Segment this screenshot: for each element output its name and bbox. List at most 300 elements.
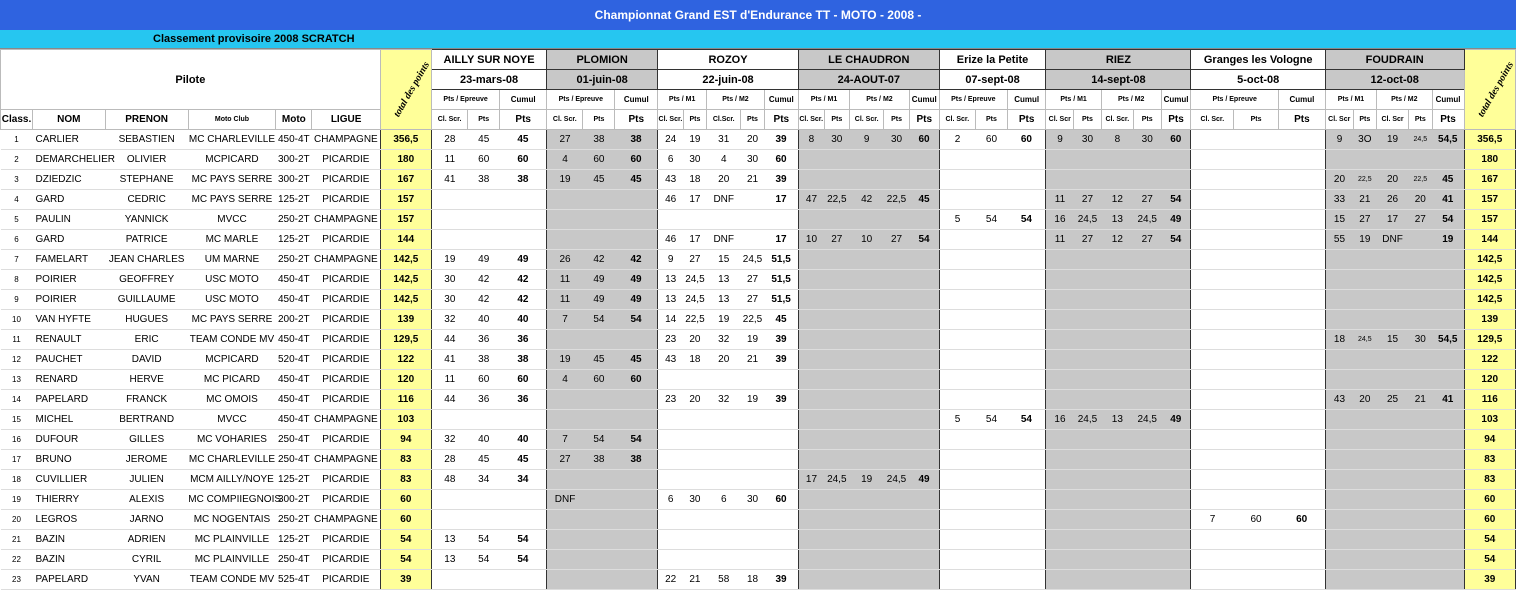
- prenom-cell: OLIVIER: [105, 150, 188, 170]
- score-cell: [1007, 390, 1045, 410]
- score-cell: 54: [468, 530, 500, 550]
- table-row: [1, 150, 1516, 170]
- score-cell: [583, 530, 615, 550]
- score-cell: [1377, 410, 1409, 430]
- score-cell: [764, 550, 798, 570]
- score-cell: [1278, 210, 1325, 230]
- score-cell: [909, 210, 939, 230]
- score-cell: [1101, 490, 1133, 510]
- score-cell: 42: [500, 290, 547, 310]
- score-cell: [939, 330, 975, 350]
- score-cell: [1101, 150, 1133, 170]
- score-cell: [1377, 350, 1409, 370]
- score-cell: 54: [1432, 210, 1464, 230]
- ligue-cell: PICARDIE: [312, 290, 380, 310]
- moto-cell: 250-2T: [276, 250, 312, 270]
- score-cell: 18: [741, 570, 764, 590]
- column-header: Pts: [500, 110, 547, 130]
- score-cell: [1074, 290, 1102, 310]
- score-cell: [909, 330, 939, 350]
- score-cell: [1007, 290, 1045, 310]
- total-cell: 157: [380, 210, 431, 230]
- score-cell: [658, 430, 684, 450]
- score-cell: [500, 570, 547, 590]
- score-cell: [1191, 290, 1234, 310]
- score-cell: [1432, 310, 1464, 330]
- event-name: FOUDRAIN: [1325, 50, 1464, 70]
- score-cell: 49: [500, 250, 547, 270]
- score-cell: 38: [468, 350, 500, 370]
- score-cell: [1409, 450, 1432, 470]
- score-cell: 43: [658, 170, 684, 190]
- score-cell: 23: [658, 330, 684, 350]
- score-cell: 19: [683, 130, 706, 150]
- club-cell: MC PLAINVILLE: [188, 530, 275, 550]
- score-cell: [909, 490, 939, 510]
- prenom-cell: FRANCK: [105, 390, 188, 410]
- rank-cell: 8: [1, 270, 33, 290]
- score-cell: 13: [431, 550, 467, 570]
- club-cell: MC PLAINVILLE: [188, 550, 275, 570]
- score-cell: [1046, 250, 1074, 270]
- event-sub: Pts / Epreuve: [431, 90, 499, 110]
- score-cell: 22,5: [1409, 170, 1432, 190]
- score-cell: [583, 410, 615, 430]
- score-cell: [1074, 250, 1102, 270]
- nom-cell: GARD: [33, 190, 106, 210]
- score-cell: [1161, 490, 1191, 510]
- score-cell: [500, 510, 547, 530]
- score-cell: [1353, 370, 1376, 390]
- total-header-right: [1464, 50, 1515, 130]
- score-cell: 54: [583, 310, 615, 330]
- score-cell: [909, 350, 939, 370]
- club-cell: MCPICARD: [188, 350, 275, 370]
- score-cell: [741, 430, 764, 450]
- nom-cell: POIRIER: [33, 270, 106, 290]
- ligue-cell: CHAMPAGNE: [312, 510, 380, 530]
- total-cell: 60: [380, 510, 431, 530]
- column-header: Pts: [1161, 110, 1191, 130]
- score-cell: 51,5: [764, 290, 798, 310]
- event-sub: Pts / M2: [850, 90, 910, 110]
- ligue-cell: CHAMPAGNE: [312, 250, 380, 270]
- score-cell: [683, 430, 706, 450]
- score-cell: 60: [615, 370, 658, 390]
- score-cell: [824, 410, 850, 430]
- score-cell: [798, 530, 824, 550]
- score-cell: 39: [764, 170, 798, 190]
- score-cell: [884, 410, 910, 430]
- column-header: Pts: [1133, 110, 1161, 130]
- total-cell: 103: [380, 410, 431, 430]
- score-cell: [1046, 350, 1074, 370]
- score-cell: [468, 490, 500, 510]
- score-cell: [975, 190, 1007, 210]
- score-cell: 19: [741, 390, 764, 410]
- total-cell: 94: [1464, 430, 1515, 450]
- score-cell: [615, 390, 658, 410]
- score-cell: [1377, 370, 1409, 390]
- score-cell: [615, 550, 658, 570]
- score-cell: [1234, 470, 1279, 490]
- score-cell: [1409, 430, 1432, 450]
- total-cell: 120: [380, 370, 431, 390]
- score-cell: [1007, 570, 1045, 590]
- nom-cell: RENAULT: [33, 330, 106, 350]
- score-cell: [547, 330, 583, 350]
- score-cell: [1046, 470, 1074, 490]
- score-cell: 24,5: [1133, 410, 1161, 430]
- sheet-title: Championnat Grand EST d'Endurance TT - MOTO - 2008 -: [0, 0, 1516, 30]
- score-cell: 60: [1234, 510, 1279, 530]
- total-cell: 54: [1464, 550, 1515, 570]
- score-cell: [431, 510, 467, 530]
- table-row: [1, 410, 1516, 430]
- score-cell: [1353, 490, 1376, 510]
- score-cell: [884, 150, 910, 170]
- score-cell: 24,5: [1074, 210, 1102, 230]
- score-cell: 21: [741, 170, 764, 190]
- ligue-cell: PICARDIE: [312, 390, 380, 410]
- score-cell: [1278, 310, 1325, 330]
- score-cell: [1409, 470, 1432, 490]
- score-cell: [850, 290, 884, 310]
- score-cell: 24,5: [1133, 210, 1161, 230]
- nom-cell: DEMARCHELIER: [33, 150, 106, 170]
- total-cell: 83: [1464, 450, 1515, 470]
- column-header: Pts: [741, 110, 764, 130]
- ligue-cell: PICARDIE: [312, 150, 380, 170]
- score-cell: 45: [468, 130, 500, 150]
- prenom-cell: ALEXIS: [105, 490, 188, 510]
- score-cell: 40: [468, 310, 500, 330]
- score-cell: 10: [798, 230, 824, 250]
- score-cell: [824, 510, 850, 530]
- score-cell: [547, 570, 583, 590]
- prenom-cell: SEBASTIEN: [105, 130, 188, 150]
- score-cell: 30: [431, 290, 467, 310]
- score-cell: [1278, 250, 1325, 270]
- score-cell: [1353, 510, 1376, 530]
- score-cell: 42: [468, 290, 500, 310]
- score-cell: [1278, 390, 1325, 410]
- score-cell: [850, 430, 884, 450]
- score-cell: [583, 230, 615, 250]
- score-cell: [824, 250, 850, 270]
- score-cell: [1325, 470, 1353, 490]
- score-cell: 11: [1046, 230, 1074, 250]
- event-sub: Cumul: [1278, 90, 1325, 110]
- score-cell: [1432, 530, 1464, 550]
- score-cell: 13: [1101, 210, 1133, 230]
- pilote-header: Pilote: [1, 50, 381, 110]
- prenom-cell: STEPHANE: [105, 170, 188, 190]
- total-cell: 60: [380, 490, 431, 510]
- score-cell: [1325, 150, 1353, 170]
- score-cell: 44: [431, 330, 467, 350]
- score-cell: [1353, 470, 1376, 490]
- score-cell: 14: [658, 310, 684, 330]
- event-sub: Pts / Epreuve: [1191, 90, 1278, 110]
- score-cell: 21: [1409, 390, 1432, 410]
- score-cell: [884, 430, 910, 450]
- score-cell: [884, 570, 910, 590]
- score-cell: DNF: [1377, 230, 1409, 250]
- score-cell: [798, 250, 824, 270]
- score-cell: [1353, 430, 1376, 450]
- score-cell: 60: [500, 370, 547, 390]
- score-cell: [1133, 530, 1161, 550]
- event-sub: Pts / M2: [1377, 90, 1432, 110]
- ligue-cell: PICARDIE: [312, 430, 380, 450]
- score-cell: [1161, 270, 1191, 290]
- score-cell: 49: [1161, 410, 1191, 430]
- score-cell: [1377, 510, 1409, 530]
- score-cell: [1432, 450, 1464, 470]
- total-cell: 356,5: [1464, 130, 1515, 150]
- score-cell: 36: [500, 390, 547, 410]
- score-cell: [1377, 250, 1409, 270]
- prenom-cell: ADRIEN: [105, 530, 188, 550]
- score-cell: [583, 390, 615, 410]
- score-cell: [1353, 350, 1376, 370]
- score-cell: 60: [583, 370, 615, 390]
- score-cell: [707, 550, 741, 570]
- score-cell: [1161, 150, 1191, 170]
- table-row: [1, 190, 1516, 210]
- score-cell: [1377, 270, 1409, 290]
- score-cell: [547, 210, 583, 230]
- rank-cell: 4: [1, 190, 33, 210]
- score-cell: 13: [1101, 410, 1133, 430]
- score-cell: [1133, 430, 1161, 450]
- column-header: Pts: [824, 110, 850, 130]
- column-header: Pts: [683, 110, 706, 130]
- score-cell: 20: [1377, 170, 1409, 190]
- event-name: PLOMION: [547, 50, 658, 70]
- score-cell: [1377, 530, 1409, 550]
- score-cell: [1074, 550, 1102, 570]
- event-date: 23-mars-08: [431, 70, 546, 90]
- score-cell: [683, 370, 706, 390]
- prenom-cell: YANNICK: [105, 210, 188, 230]
- score-cell: 41: [431, 350, 467, 370]
- total-cell: 120: [1464, 370, 1515, 390]
- score-cell: 32: [431, 310, 467, 330]
- column-header: Cl. Scr.: [939, 110, 975, 130]
- score-cell: [683, 530, 706, 550]
- score-cell: [1101, 370, 1133, 390]
- score-cell: [798, 410, 824, 430]
- score-cell: 60: [500, 150, 547, 170]
- score-cell: 19: [1353, 230, 1376, 250]
- score-cell: 20: [707, 170, 741, 190]
- table-row: [1, 450, 1516, 470]
- score-cell: [1234, 170, 1279, 190]
- prenom-cell: JEROME: [105, 450, 188, 470]
- score-cell: [975, 470, 1007, 490]
- score-cell: [500, 210, 547, 230]
- score-cell: [1325, 430, 1353, 450]
- score-cell: [658, 450, 684, 470]
- total-header-left: [380, 50, 431, 130]
- score-cell: [939, 290, 975, 310]
- total-cell: 122: [380, 350, 431, 370]
- score-cell: [1432, 150, 1464, 170]
- score-cell: [1191, 350, 1234, 370]
- score-cell: [824, 290, 850, 310]
- score-cell: [1101, 430, 1133, 450]
- score-cell: 54: [1007, 410, 1045, 430]
- score-cell: [547, 550, 583, 570]
- score-cell: [741, 550, 764, 570]
- score-cell: [798, 370, 824, 390]
- moto-cell: 450-4T: [276, 130, 312, 150]
- moto-cell: 125-2T: [276, 530, 312, 550]
- score-cell: [1074, 390, 1102, 410]
- score-cell: 40: [500, 310, 547, 330]
- score-cell: [1101, 550, 1133, 570]
- score-cell: [707, 510, 741, 530]
- table-row: [1, 290, 1516, 310]
- club-cell: MVCC: [188, 410, 275, 430]
- score-cell: [1007, 530, 1045, 550]
- score-cell: [909, 430, 939, 450]
- score-cell: [1377, 450, 1409, 470]
- ligue-cell: CHAMPAGNE: [312, 210, 380, 230]
- score-cell: 60: [1161, 130, 1191, 150]
- rank-cell: 3: [1, 170, 33, 190]
- score-cell: [1046, 150, 1074, 170]
- score-cell: 54: [975, 210, 1007, 230]
- score-cell: [1409, 530, 1432, 550]
- total-cell: 54: [380, 550, 431, 570]
- score-cell: [939, 510, 975, 530]
- score-cell: [1234, 370, 1279, 390]
- score-cell: [1133, 150, 1161, 170]
- score-cell: [939, 550, 975, 570]
- score-cell: [1101, 270, 1133, 290]
- column-header-class: Class.: [1, 110, 33, 130]
- score-cell: 28: [431, 130, 467, 150]
- score-cell: [824, 430, 850, 450]
- score-cell: [615, 330, 658, 350]
- score-cell: 13: [707, 270, 741, 290]
- score-cell: [1133, 170, 1161, 190]
- score-cell: 54: [500, 550, 547, 570]
- score-cell: [798, 170, 824, 190]
- column-header: Pts: [615, 110, 658, 130]
- rank-cell: 7: [1, 250, 33, 270]
- score-cell: 27: [547, 130, 583, 150]
- club-cell: USC MOTO: [188, 270, 275, 290]
- score-cell: [1234, 570, 1279, 590]
- score-cell: [683, 510, 706, 530]
- score-cell: [1234, 230, 1279, 250]
- column-header: Cl. Scr.: [1191, 110, 1234, 130]
- table-row: [1, 370, 1516, 390]
- score-cell: [583, 330, 615, 350]
- score-cell: [1432, 510, 1464, 530]
- table-row: [1, 490, 1516, 510]
- column-header: Pts: [1432, 110, 1464, 130]
- score-cell: [884, 530, 910, 550]
- event-date: 14-sept-08: [1046, 70, 1191, 90]
- club-cell: MC VOHARIES: [188, 430, 275, 450]
- score-cell: [547, 390, 583, 410]
- score-cell: [939, 350, 975, 370]
- score-cell: [707, 430, 741, 450]
- score-cell: 49: [615, 290, 658, 310]
- score-cell: [798, 510, 824, 530]
- moto-cell: 200-2T: [276, 310, 312, 330]
- score-cell: [1101, 570, 1133, 590]
- score-cell: [1191, 450, 1234, 470]
- score-cell: 7: [547, 430, 583, 450]
- score-cell: 42: [850, 190, 884, 210]
- score-cell: [468, 510, 500, 530]
- score-cell: [909, 310, 939, 330]
- score-cell: [615, 570, 658, 590]
- score-cell: [1353, 530, 1376, 550]
- score-cell: [1046, 310, 1074, 330]
- total-cell: 167: [380, 170, 431, 190]
- score-cell: [850, 270, 884, 290]
- column-header: Cl. Scr.: [1101, 110, 1133, 130]
- total-cell: 142,5: [380, 270, 431, 290]
- moto-cell: 250-4T: [276, 450, 312, 470]
- score-cell: [1191, 570, 1234, 590]
- score-cell: [1007, 450, 1045, 470]
- total-cell: 157: [1464, 190, 1515, 210]
- score-cell: [884, 350, 910, 370]
- score-cell: [939, 570, 975, 590]
- score-cell: [1377, 550, 1409, 570]
- score-cell: 33: [1325, 190, 1353, 210]
- event-sub: Cumul: [500, 90, 547, 110]
- table-row: [1, 550, 1516, 570]
- score-cell: 60: [1278, 510, 1325, 530]
- score-cell: [1191, 490, 1234, 510]
- table-row: [1, 430, 1516, 450]
- score-cell: [1074, 490, 1102, 510]
- total-cell: 94: [380, 430, 431, 450]
- score-cell: [1432, 350, 1464, 370]
- score-cell: 34: [468, 470, 500, 490]
- club-cell: MC CHARLEVILLE: [188, 130, 275, 150]
- score-cell: [1161, 170, 1191, 190]
- score-cell: 22,5: [824, 190, 850, 210]
- score-cell: 30: [683, 150, 706, 170]
- total-cell: 129,5: [380, 330, 431, 350]
- score-cell: [1007, 150, 1045, 170]
- score-cell: 60: [615, 150, 658, 170]
- total-cell: 122: [1464, 350, 1515, 370]
- score-cell: [1161, 530, 1191, 550]
- score-cell: [798, 490, 824, 510]
- score-cell: [975, 570, 1007, 590]
- moto-cell: 520-4T: [276, 350, 312, 370]
- column-header: Cl. Scr.: [431, 110, 467, 130]
- event-name: Erize la Petite: [939, 50, 1046, 70]
- ligue-cell: PICARDIE: [312, 470, 380, 490]
- score-cell: 17: [798, 470, 824, 490]
- score-cell: [975, 170, 1007, 190]
- score-cell: [824, 570, 850, 590]
- score-cell: [1101, 290, 1133, 310]
- score-cell: 38: [583, 450, 615, 470]
